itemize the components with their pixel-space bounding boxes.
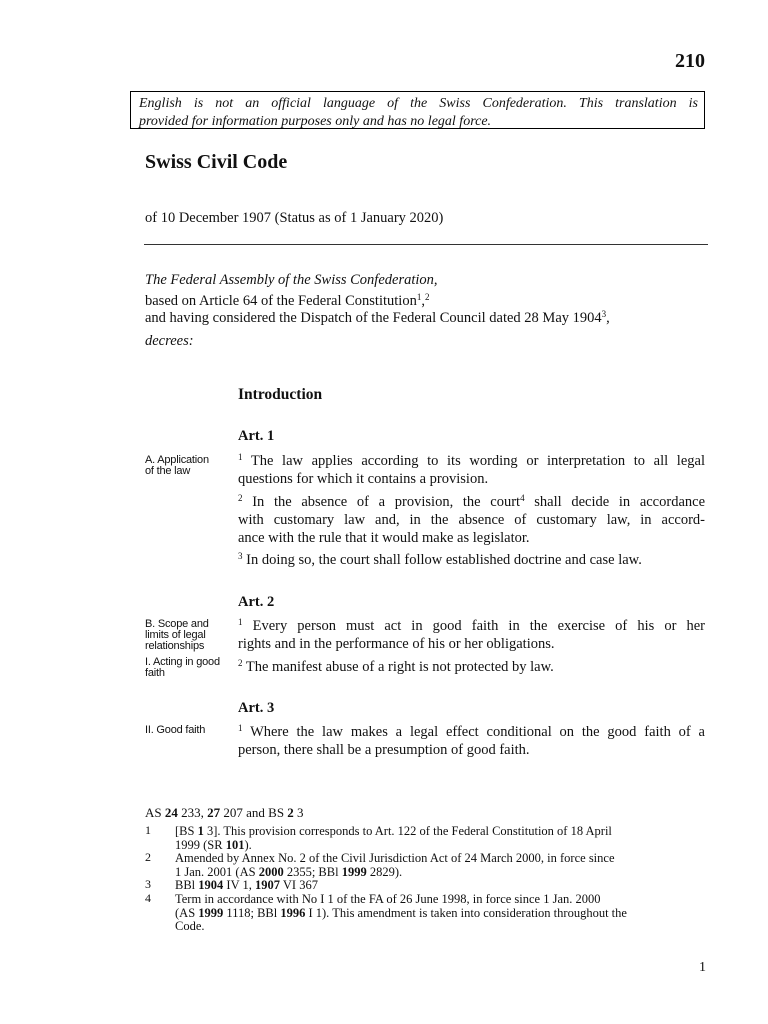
article-2-margin-title: B. Scope and limits of legal relationships xyxy=(145,618,209,652)
footnote-2-text: Amended by Annex No. 2 of the Civil Jurisdiction Act of 24 March 2000, in force since 1 Jan. 2001 (AS 2000 2355; BBl 1999 2829). xyxy=(175,851,615,879)
article-1-margin-title: A. Application of the law xyxy=(145,454,209,477)
disclaimer-box xyxy=(130,91,705,129)
preamble xyxy=(145,270,610,352)
footnote-4-text: Term in accordance with No I 1 of the FA of 26 June 1998, in force since 1 Jan. 2000 (AS 1999 1118; BBl 1996 I 1). This amendment is taken into consideration throughout the Code. xyxy=(175,892,627,933)
article-1-title: Art. 1 xyxy=(238,428,275,444)
title-divider xyxy=(144,244,708,245)
article-3-title: Art. 3 xyxy=(238,700,275,716)
document-date-status: of 10 December 1907 (Status as of 1 January 2020) xyxy=(145,210,444,226)
footnote-ref-2[interactable]: 2 xyxy=(424,292,430,302)
article-2-para-1: $^1$ Every person must act in good faith in the exercise of his or her rights and in the performance of his or her obligations. xyxy=(238,617,706,652)
article-2-para-2: $^2$ The manifest abuse of a right is not protected by law. xyxy=(238,658,554,675)
preamble-decrees: decrees: xyxy=(145,333,194,349)
article-3-para-1: $^1$ Where the law makes a legal effect conditional on the good faith of a person, there shall be a presumption of good faith. xyxy=(238,723,705,758)
article-1-para-2: $^2$ In the absence of a provision, the court$^4$ shall decide in accordance with customary law and, in the absence of customary law, in accord- ance with the rule that it would make as legislator. xyxy=(238,493,706,546)
preamble-assembly: The Federal Assembly of the Swiss Confederation, xyxy=(145,272,438,288)
preamble-based-on: based on Article 64 of the Federal Constitution$^1$,$^2$ xyxy=(145,292,430,309)
source-reference: AS 24 233, 27 207 and BS 2 3 xyxy=(145,805,304,820)
article-3-margin-title: II. Good faith xyxy=(145,724,206,736)
footnote-ref-1[interactable]: 1 xyxy=(416,292,422,302)
footnote-3-number: 3 xyxy=(145,877,151,891)
footnote-ref-4[interactable]: 4 xyxy=(520,493,525,503)
article-2-title: Art. 2 xyxy=(238,594,275,610)
sr-number: 210 xyxy=(675,50,705,72)
disclaimer-line-2: provided for information purposes only and has no legal force. xyxy=(139,114,492,129)
preamble-considered: and having considered the Dispatch of the Federal Council dated 28 May 1904$^3$, xyxy=(145,309,610,326)
disclaimer-line-1: English is not an official language of the Swiss Confederation. This translation is xyxy=(139,96,698,111)
footnote-4-number: 4 xyxy=(145,891,151,905)
page-number: 1 xyxy=(699,960,706,975)
footnote-1-number: 1 xyxy=(145,823,151,837)
document-title: Swiss Civil Code xyxy=(145,151,288,173)
footnote-2-number: 2 xyxy=(145,850,151,864)
article-2-margin-subtitle: I. Acting in good faith xyxy=(145,656,220,679)
footnote-ref-3[interactable]: 3 xyxy=(601,309,607,319)
footnote-3-text: BBl 1904 IV 1, 1907 VI 367 xyxy=(175,878,318,892)
article-1-para-3: $^3$ In doing so, the court shall follow established doctrine and case law. xyxy=(238,551,642,568)
article-1-para-1: $^1$ The law applies according to its wording or interpretation to all legal questions for which it contains a provision. xyxy=(238,452,705,487)
section-heading-introduction: Introduction xyxy=(238,386,323,403)
footnote-1-text: [BS 1 3]. This provision corresponds to Art. 122 of the Federal Constitution of 18 April 1999 (SR 101). xyxy=(175,824,612,852)
